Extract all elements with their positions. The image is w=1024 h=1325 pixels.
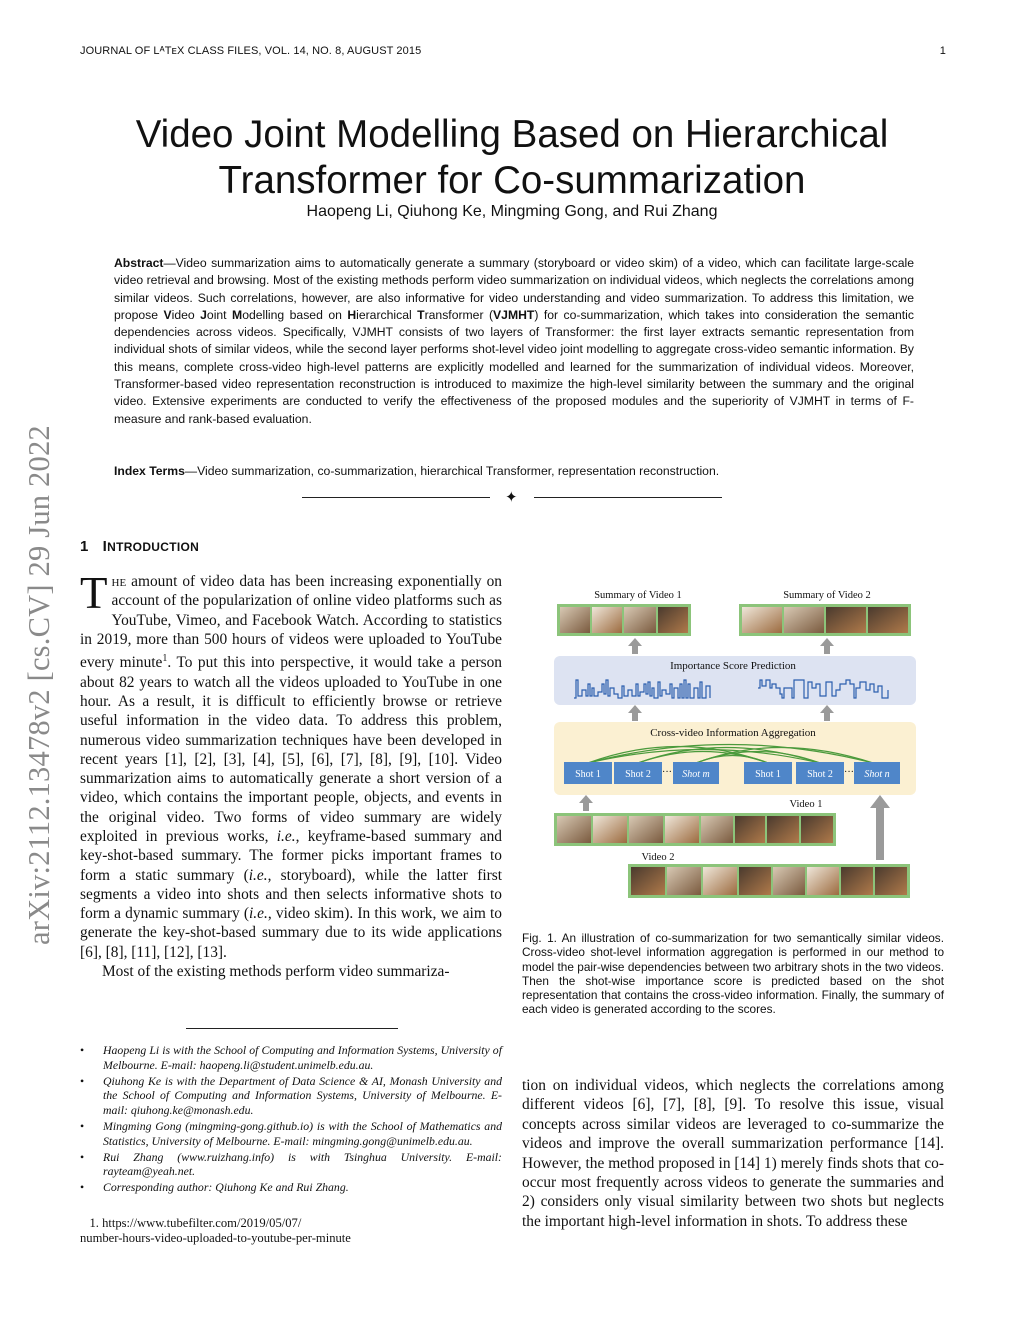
abstract-dash: — <box>163 256 176 270</box>
video-2-thumb <box>631 867 665 895</box>
abstract-text-b: ) for co-summarization, which takes into consideration the semantic dependencies across videos. Specifically, VJMHT consists of two layers of Transformer: the first layer extracts semantic representation from individual shots of similar videos, while the second layer performs shot-level video joint modelling to aggregate cross-video semantic information. By this means, complete cross-video high-level patterns are explicitly modelled and learned for the summarization of individual videos. Moreover, Transformer-based video representation reconstruction is introduced to maximize the high-level similarity between the summary and the original video. Extensive experiments are conducted to verify the effectiveness of the proposed modules and the superiority of VJMHT in terms of F-measure and rank-based evaluation. <box>114 307 914 426</box>
summary-2-thumb-2 <box>784 607 824 633</box>
footnote-rule <box>186 1028 398 1029</box>
footnote-number: 1. <box>89 1216 99 1230</box>
video-2-thumb <box>703 867 737 895</box>
acronym-vjmht: VJMHT <box>493 307 535 322</box>
acronym-letter-t: T <box>417 307 425 322</box>
author-list: Haopeng Li, Qiuhong Ke, Mingming Gong, and Rui Zhang <box>306 203 718 220</box>
shot-2-video-2-label: Shot 2 <box>807 769 833 780</box>
aggregation-label: Cross-video Information Aggregation <box>650 727 816 739</box>
video-1-thumb <box>801 816 833 843</box>
paper-title: Video Joint Modelling Based on Hierarchical Transformer for Co-summarization <box>135 112 889 202</box>
affiliation-text: Haopeng Li is with the School of Computing and Information Systems, University of Melbourne. E-mail: haopeng.li@student.unimelb.edu.au. <box>103 1043 502 1072</box>
video-2-thumb <box>739 867 771 895</box>
video-1-label: Video 1 <box>789 799 823 810</box>
affiliation-item <box>80 1074 502 1118</box>
arrow-up-icon <box>820 638 834 654</box>
arrow-up-icon <box>579 795 593 811</box>
video-1-thumb <box>629 816 663 843</box>
figure-caption-text: An illustration of co-summarization for two semantically similar videos. Cross-video shot-level information aggregation is performed in our method to model the pair-wise dependencies between two arbitrary shots in the two videos. Then the shot-wise importance score is predicted based on the shot representation that contains the cross-video information. Finally, the summary of each video is generated according to the scores. <box>522 931 944 1017</box>
arrow-up-long-icon <box>870 795 890 860</box>
acronym-rest-m: odelling based on <box>242 307 348 322</box>
video-2-strip <box>628 864 910 898</box>
footnote-marker: 1 <box>162 653 168 665</box>
acronym-rest-h: ierarchical <box>356 307 418 322</box>
drop-cap: T <box>80 568 108 618</box>
divider-line-right <box>534 497 722 498</box>
video-1-thumb <box>665 816 699 843</box>
bullet-icon: • <box>80 1149 85 1164</box>
intro-paragraph-2: Most of the existing methods perform video summariza- <box>102 963 450 981</box>
shot-ellipsis-1: ··· <box>662 767 672 778</box>
video-1-strip <box>554 813 836 846</box>
video-2-thumb <box>875 867 907 895</box>
figure-caption-label: Fig. 1. <box>522 931 557 945</box>
summary-video-1-strip <box>557 604 691 636</box>
intro-text-d: , storyboard), while the latter first segments a video into shots and then selects informative shots to form a dynamic summary ( <box>80 866 502 923</box>
footnote-url-part-1: https://www.tubefilter.com/2019/05/07/ <box>102 1216 302 1230</box>
arrow-up-icon <box>820 705 834 721</box>
affiliation-text: Qiuhong Ke is with the Department of Data Science & AI, Monash University and the School of Computing and Information Systems, University of Melbourne. E-mail: qiuhong.ke@monash.edu. <box>103 1073 502 1118</box>
arrow-up-icon <box>628 705 642 721</box>
acronym-letter-v: V <box>163 307 172 322</box>
shot-ellipsis-2: ··· <box>844 767 854 778</box>
affiliation-item <box>80 1150 502 1180</box>
arrow-up-icon <box>628 638 642 654</box>
shot-2-video-1-label: Shot 2 <box>625 769 651 780</box>
shot-n-video-2-label: Shot n <box>864 769 890 780</box>
video-2-label: Video 2 <box>641 852 675 863</box>
affiliation-item <box>80 1180 502 1195</box>
summary-video-2-strip <box>739 604 911 636</box>
affiliation-item <box>80 1043 502 1073</box>
importance-prediction-label: Importance Score Prediction <box>670 660 796 672</box>
affiliation-text: Rui Zhang (www.ruizhang.info) is with Tsinghua University. E-mail: rayteam@yeah.net. <box>103 1149 502 1179</box>
acronym-letter-m: M <box>232 307 243 322</box>
video-2-thumb <box>807 867 839 895</box>
intro-text-a: amount of video data has been increasing exponentially on account of the popularization of online video platforms such as YouTube, Vimeo, and Facebook Watch. According to statistics in 2019, more than 500 hours of videos were uploaded to YouTube every minute <box>80 573 502 672</box>
intro-continuation: tion on individual videos, which neglects the correlations among different videos [6], [7], [8], [9]. To resolve this issue, visual concepts across similar videos are leveraged to co-summarize the videos and improve the overall summarization performance [14]. However, the method proposed in [14] 1) merely finds shots that co-occur most frequently across videos to generate the summaries and 2) considers only visual similarity between two shots but neglects the important high-level information in shots. To address these <box>522 1077 944 1230</box>
affiliation-item <box>80 1119 502 1149</box>
video-1-thumb <box>767 816 799 843</box>
figure-1-diagram <box>548 580 930 900</box>
index-terms <box>114 463 914 480</box>
bullet-icon: • <box>80 1118 85 1133</box>
divider-line-left <box>302 497 490 498</box>
index-terms-label: Index Terms <box>114 464 185 478</box>
video-1-thumb <box>557 816 591 843</box>
section-divider <box>302 488 722 508</box>
summary-2-thumb-3 <box>826 607 866 633</box>
bullet-icon: • <box>80 1180 85 1195</box>
bullet-icon: • <box>80 1043 85 1057</box>
acronym-letter-h: H <box>347 307 357 322</box>
intro-right-column <box>522 1076 944 1231</box>
divider-star-icon: ✦ <box>505 489 518 506</box>
acronym-rest-t: ransformer ( <box>424 307 494 322</box>
video-1-thumb <box>735 816 765 843</box>
ie-abbrev-3: i.e. <box>249 905 268 923</box>
arrows-to-summary <box>628 638 834 654</box>
section-heading <box>80 538 199 555</box>
intro-text-c: , keyframe-based summary and key-shot-based summary. The former picks important frames to form a static summary ( <box>80 827 502 884</box>
summary-2-thumb-4 <box>868 607 908 633</box>
abstract-text-a: Video summarization aims to automatically generate a summary (storyboard or video skim) of a video, which can facilitate large-scale video retrieval and browsing. Most of the existing methods perform video summarization on individual videos, which neglects the correlations among similar videos. Such correlations, however, are also informative for video understanding and video summarization. To address this limitation, we propose <box>114 256 914 322</box>
video-2-thumb <box>667 867 701 895</box>
arxiv-identifier: arXiv:2112.13478v2 [cs.CV] 29 Jun 2022 <box>22 425 56 945</box>
summary-1-thumb-3 <box>624 607 656 633</box>
shot-1-video-2-label: Shot 1 <box>755 769 781 780</box>
affiliation-text: Mingming Gong (mingming-gong.github.io) is with the School of Mathematics and Statistics, University of Melbourne. E-mail: mingming.gong@unimelb.edu.au. <box>103 1118 502 1148</box>
abstract-label: Abstract <box>114 256 164 270</box>
summary-1-thumb-2 <box>592 607 622 633</box>
index-terms-text: Video summarization, co-summarization, hierarchical Transformer, representation reconstruction. <box>197 464 720 478</box>
intro-text-e: , video skim). In this work, we aim to generate the key-shot-based summary due to its wide applications [6], [8], [11], [12], [13]. <box>80 905 502 961</box>
affiliation-list <box>80 1043 502 1196</box>
abstract <box>114 255 914 428</box>
summary-video-1-label: Summary of Video 1 <box>594 590 682 601</box>
acronym-rest-v: ideo <box>171 307 201 322</box>
footnote-line-1 <box>80 1216 502 1231</box>
shot-1-video-1-label: Shot 1 <box>575 769 601 780</box>
video-1-thumb <box>593 816 627 843</box>
summary-1-thumb-4 <box>658 607 688 633</box>
acronym-rest-j: oint <box>206 307 233 322</box>
footnote-url-part-2: number-hours-video-uploaded-to-youtube-per-minute <box>80 1231 351 1245</box>
summary-video-2-label: Summary of Video 2 <box>783 590 871 601</box>
ie-abbrev-1: i.e. <box>276 827 296 845</box>
index-terms-dash: — <box>184 464 198 478</box>
video-1-thumb <box>701 816 733 843</box>
intro-paragraph-1 <box>80 568 502 962</box>
summary-2-thumb-1 <box>742 607 782 633</box>
acronym-letter-j: J <box>200 307 207 322</box>
ie-abbrev-2: i.e. <box>248 866 268 884</box>
section-number: 1 <box>80 538 89 555</box>
page-number: 1 <box>939 45 946 57</box>
journal-name: JOURNAL OF LᴬTᴇX CLASS FILES, VOL. 14, NO. 8, AUGUST 2015 <box>80 45 422 57</box>
shot-m-video-1-label: Shot m <box>682 769 710 780</box>
video-2-thumb <box>841 867 873 895</box>
running-header <box>80 45 946 57</box>
figure-caption <box>522 931 944 1017</box>
affiliation-text: Corresponding author: Qiuhong Ke and Rui Zhang. <box>103 1180 349 1195</box>
arrows-to-importance <box>628 705 834 721</box>
intro-left-column <box>80 568 502 981</box>
summary-1-thumb-1 <box>560 607 590 633</box>
bullet-icon: • <box>80 1073 85 1088</box>
section-title-rest: NTRODUCTION <box>107 540 200 554</box>
footnote <box>80 1216 502 1246</box>
intro-text-b: . To put this into perspective, it would take a person about 82 years to watch all the videos uploaded to YouTube in one hour. As a result, it is difficult to efficiently browse or retrieve useful information in the video data. To address this problem, numerous video summarization techniques have been developed in recent years [1], [2], [3], [4], [5], [6], [7], [8], [9], [10]. Video summarization aims to automatically generate a short version of a video, which contains the important people, objects, and events in the original video. Two forms of video summary are widely exploited in previous works, <box>80 654 502 845</box>
section-title-initial: I <box>102 538 108 555</box>
video-2-thumb <box>773 867 805 895</box>
smallcaps-lead: he <box>111 573 127 590</box>
